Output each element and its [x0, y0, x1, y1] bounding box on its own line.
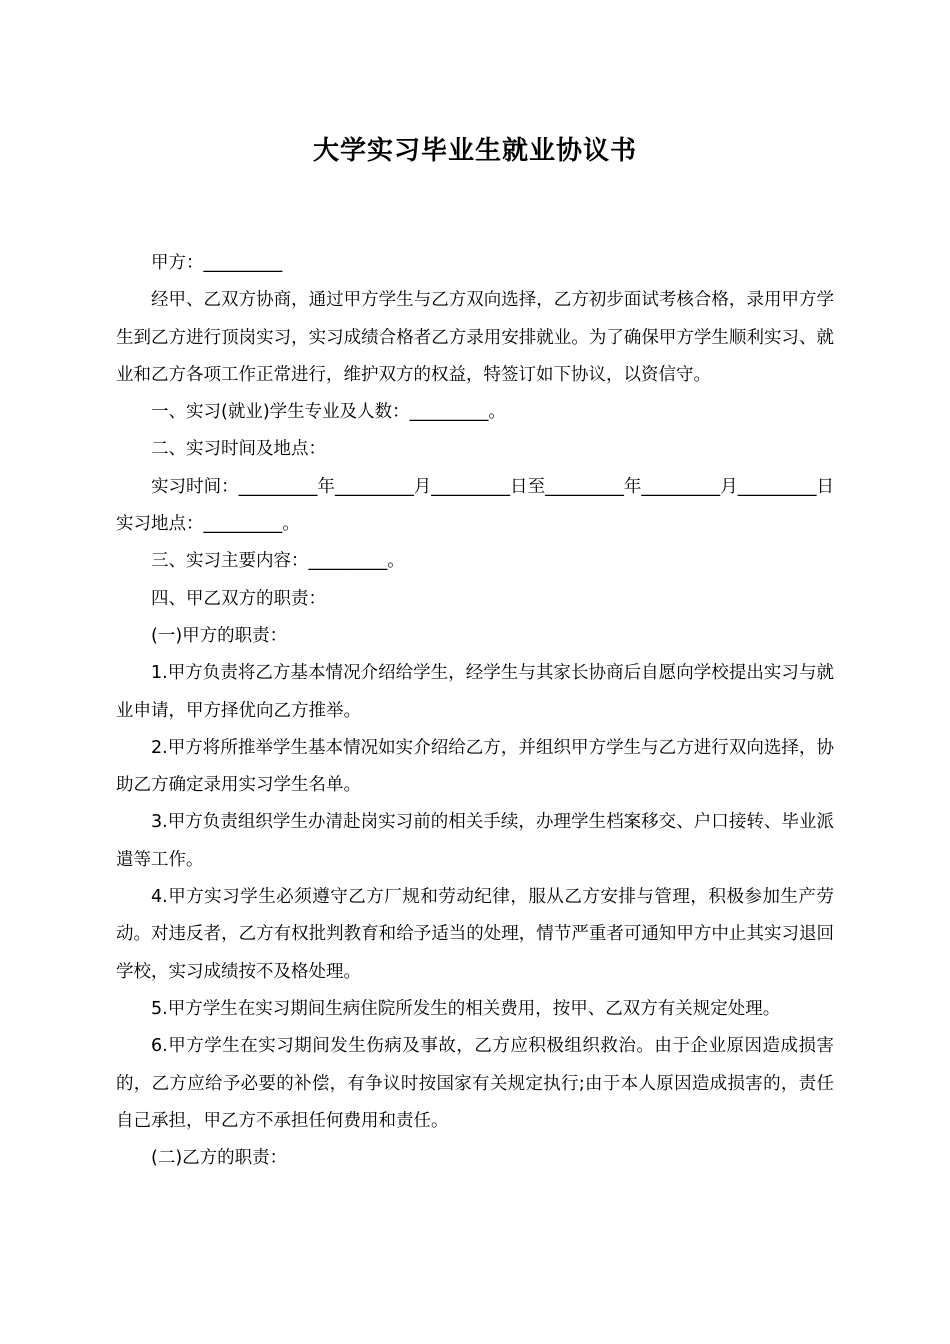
internship-time-and-place: 实习时间：_________年_________月_________日至_________年_________月_________日 实习地点：_________。	[116, 476, 852, 535]
duty-item-5: 5.甲方学生在实习期间生病住院所发生的相关费用，按甲、乙双方有关规定处理。	[151, 998, 781, 1019]
section-2-heading: 二、实习时间及地点：	[151, 439, 326, 460]
section-1-major-and-count: 一、实习(就业)学生专业及人数：_________。	[151, 402, 506, 423]
duty-item-6: 6.甲方学生在实习期间发生伤病及事故，乙方应积极组织救治。由于企业原因造成损害的，乙方应给予必要的补偿，有争议时按国家有关规定执行;由于本人原因造成损害的，责任自己承担，甲乙方不承担任何费用和责任。	[116, 1036, 834, 1131]
duty-item-3: 3.甲方负责组织学生办清赴岗实习前的相关手续，办理学生档案移交、户口接转、毕业派遣等工作。	[116, 812, 834, 870]
party-a-duties-heading: (一)甲方的职责：	[151, 625, 288, 646]
section-3-content: 三、实习主要内容：_________。	[151, 551, 405, 572]
document-title: 大学实习毕业生就业协议书	[312, 136, 637, 166]
party-b-duties-heading: (二)乙方的职责：	[151, 1148, 288, 1169]
party-a-line: 甲方：_________	[151, 253, 283, 273]
section-4-heading: 四、甲乙双方的职责：	[151, 588, 326, 609]
duty-item-2: 2.甲方将所推举学生基本情况如实介绍给乙方，并组织甲方学生与乙方进行双向选择，协助乙方确定录用实习学生名单。	[116, 737, 834, 796]
document-body	[116, 245, 852, 1177]
intro-paragraph: 经甲、乙双方协商，通过甲方学生与乙方双向选择，乙方初步面试考核合格，录用甲方学生到乙方进行顶岗实习，实习成绩合格者乙方录用安排就业。为了确保甲方学生顺利实习、就业和乙方各项工作正常进行，维护双方的权益，特签订如下协议，以资信守。	[116, 290, 834, 385]
duty-item-1: 1.甲方负责将乙方基本情况介绍给学生，经学生与其家长协商后自愿向学校提出实习与就业申请，甲方择优向乙方推举。	[116, 663, 834, 721]
duty-item-4: 4.甲方实习学生必须遵守乙方厂规和劳动纪律，服从乙方安排与管理，积极参加生产劳动。对违反者，乙方有权批判教育和给予适当的处理，情节严重者可通知甲方中止其实习退回学校，实习成绩按不及格处理。	[116, 887, 834, 982]
